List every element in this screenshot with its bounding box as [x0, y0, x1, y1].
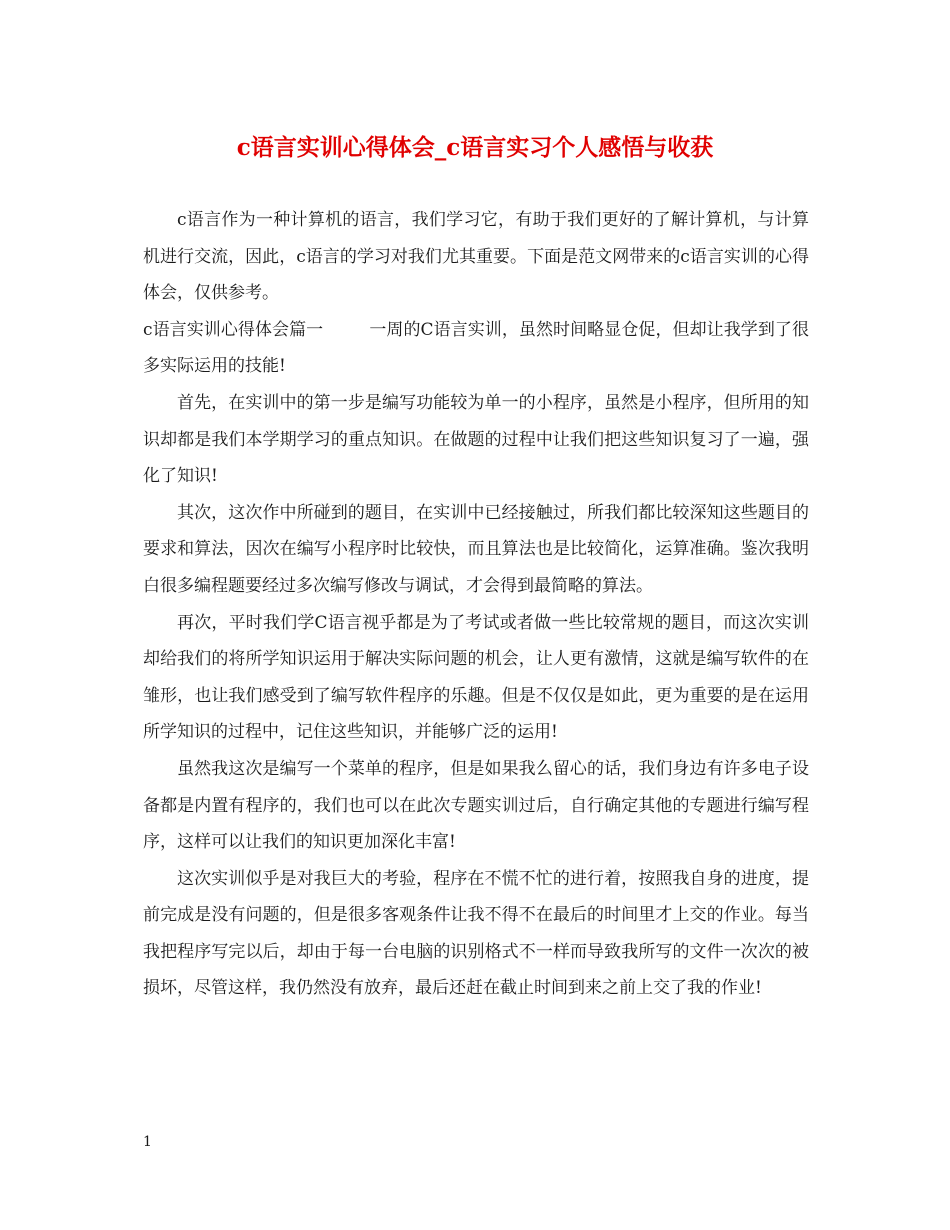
- section-heading: c语言实训心得体会篇一: [143, 319, 324, 340]
- body-paragraph: 虽然我这次是编写一个菜单的程序，但是如果我么留心的话，我们身边有许多电子设备都是内置有程序的，我们也可以在此次专题实训过后，自行确定其他的专题进行编写程序，这样可以让我们的知识更加深化丰富!: [143, 758, 809, 853]
- body-paragraph: 首先，在实训中的第一步是编写功能较为单一的小程序，虽然是小程序，但所用的知识却都是我们本学期学习的重点知识。在做题的过程中让我们把这些知识复习了一遍，强化了知识!: [143, 392, 809, 487]
- document-body: [143, 202, 809, 1007]
- body-paragraph: 这次实训似乎是对我巨大的考验，程序在不慌不忙的进行着，按照我自身的进度，提前完成是没有问题的，但是很多客观条件让我不得不在最后的时间里才上交的作业。每当我把程序写完以后，却由于每一台电脑的识别格式不一样而导致我所写的文件一次次的被损坏，尽管这样，我仍然没有放弃，最后还赶在截止时间到来之前上交了我的作业!: [143, 868, 809, 999]
- section-paragraph: [143, 312, 809, 385]
- section-lead: 一周的C语言实训，虽然时间略显仓促，但却让我学到了很多实际运用的技能!: [143, 319, 809, 377]
- body-paragraph: 其次，这次作中所碰到的题目，在实训中已经接触过，所我们都比较深知这些题目的要求和算法，因次在编写小程序时比较快，而且算法也是比较简化，运算准确。鉴次我明白很多编程题要经过多次编写修改与调试，才会得到最简略的算法。: [143, 502, 809, 596]
- document-title: c语言实训心得体会_c语言实习个人感悟与收获: [236, 134, 714, 161]
- intro-paragraph: c语言作为一种计算机的语言，我们学习它，有助于我们更好的了解计算机，与计算机进行交流，因此，c语言的学习对我们尤其重要。下面是范文网带来的c语言实训的心得体会，仅供参考。: [143, 210, 809, 304]
- body-paragraph: 再次，平时我们学C语言视乎都是为了考试或者做一些比较常规的题目，而这次实训却给我们的将所学知识运用于解决实际问题的机会，让人更有激情，这就是编写软件的在雏形，也让我们感受到了编写软件程序的乐趣。但是不仅仅是如此，更为重要的是在运用所学知识的过程中，记住这些知识，并能够广泛的运用!: [143, 612, 809, 743]
- page-number: 1: [143, 1134, 152, 1150]
